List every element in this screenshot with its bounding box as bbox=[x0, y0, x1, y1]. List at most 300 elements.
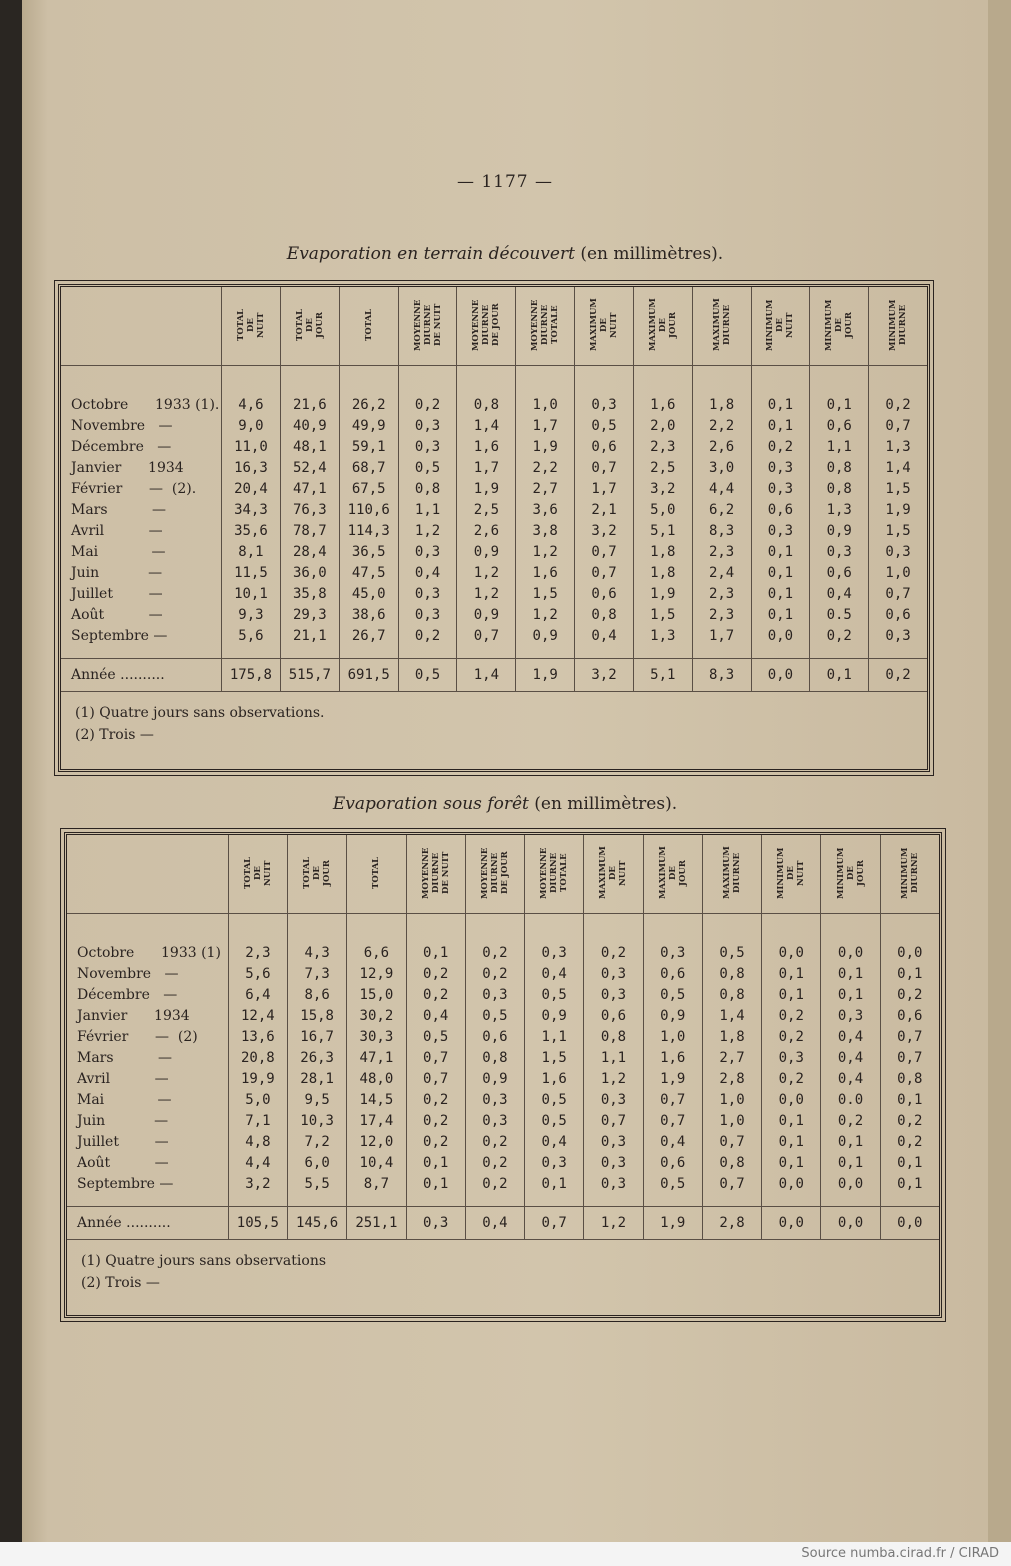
table-cell: 0,8 bbox=[575, 604, 634, 625]
table-cell: 1,8 bbox=[702, 1026, 761, 1047]
table-cell: 0,3 bbox=[398, 436, 457, 457]
table-cell: 26,2 bbox=[339, 366, 398, 416]
table-cell: 0,3 bbox=[525, 914, 584, 964]
table-cell: 0,3 bbox=[584, 963, 643, 984]
table-cell: 12,4 bbox=[228, 1005, 287, 1026]
table-cell: 19,9 bbox=[228, 1068, 287, 1089]
table-cell: 0,7 bbox=[406, 1068, 465, 1089]
column-header bbox=[465, 835, 524, 914]
table-cell: 0,3 bbox=[398, 604, 457, 625]
table-cell: 0,0 bbox=[762, 1173, 821, 1194]
table-cell: 5,6 bbox=[221, 625, 280, 646]
table-cell: 8,3 bbox=[692, 520, 751, 541]
month-label: Juin — bbox=[71, 564, 163, 581]
column-header bbox=[221, 287, 280, 366]
spacer-cell bbox=[457, 646, 516, 659]
month-label: Décembre — bbox=[71, 438, 172, 455]
total-cell: 0,0 bbox=[762, 1207, 821, 1240]
table-cell: 21,1 bbox=[280, 625, 339, 646]
table-cell: 0,3 bbox=[751, 520, 810, 541]
column-header-label: MINIMUM DE JOUR bbox=[824, 299, 855, 351]
table-cell: 0,6 bbox=[575, 583, 634, 604]
month-label: Avril — bbox=[71, 522, 163, 539]
table-cell: 0,9 bbox=[643, 1005, 702, 1026]
table-cell: 0,3 bbox=[398, 415, 457, 436]
spacer-cell bbox=[280, 646, 339, 659]
table-cell: 0,3 bbox=[584, 1173, 643, 1194]
table-cell: 0,2 bbox=[406, 1131, 465, 1152]
table-cell: 5,5 bbox=[288, 1173, 347, 1194]
table-row bbox=[67, 1131, 939, 1152]
month-label: Juin — bbox=[77, 1112, 169, 1129]
table-cell: 1,2 bbox=[457, 583, 516, 604]
table-cell: 0,7 bbox=[869, 583, 927, 604]
month-label: Novembre — bbox=[77, 965, 179, 982]
table-cell: 5,1 bbox=[633, 520, 692, 541]
spacer-cell bbox=[61, 646, 221, 659]
table-cell: 3,2 bbox=[575, 520, 634, 541]
table-cell: 1,2 bbox=[516, 604, 575, 625]
table-cell: 6,4 bbox=[228, 984, 287, 1005]
column-header bbox=[880, 835, 939, 914]
table-cell: 1,5 bbox=[869, 520, 927, 541]
table-cell: 0,8 bbox=[398, 478, 457, 499]
table-cell: 0,0 bbox=[762, 914, 821, 964]
table-cell: 38,6 bbox=[339, 604, 398, 625]
column-header bbox=[643, 835, 702, 914]
table-cell: 4,4 bbox=[228, 1152, 287, 1173]
table-cell: 0,1 bbox=[751, 415, 810, 436]
spacer-cell bbox=[762, 1194, 821, 1207]
table-cell: 28,1 bbox=[288, 1068, 347, 1089]
total-row bbox=[61, 659, 927, 692]
spacer-cell bbox=[398, 646, 457, 659]
spacer-cell bbox=[465, 1194, 524, 1207]
table-cell: 0,7 bbox=[702, 1131, 761, 1152]
table-cell: 0,6 bbox=[810, 415, 869, 436]
table-row bbox=[67, 1047, 939, 1068]
table-cell: 0,2 bbox=[465, 914, 524, 964]
column-header-label: MAXIMUM DE NUIT bbox=[589, 298, 619, 352]
table-cell: 67,5 bbox=[339, 478, 398, 499]
month-label: Février — (2). bbox=[71, 480, 197, 497]
table-row bbox=[61, 541, 927, 562]
table-row bbox=[67, 1110, 939, 1131]
table-cell: 36,5 bbox=[339, 541, 398, 562]
table-cell: 0,7 bbox=[643, 1089, 702, 1110]
table-cell: 0,8 bbox=[457, 366, 516, 416]
table-cell: 0,1 bbox=[751, 541, 810, 562]
table-cell: 0,3 bbox=[584, 1152, 643, 1173]
header-blank bbox=[61, 287, 221, 366]
table-cell: 0,2 bbox=[762, 1005, 821, 1026]
table-cell: 13,6 bbox=[228, 1026, 287, 1047]
column-header-label: MOYENNE DIURNE TOTALE bbox=[539, 847, 570, 899]
total-cell: 0,5 bbox=[398, 659, 457, 692]
table-row bbox=[67, 1068, 939, 1089]
table-cell: 0,4 bbox=[406, 1005, 465, 1026]
table-cell: 1,3 bbox=[633, 625, 692, 646]
column-header bbox=[692, 287, 751, 366]
table-cell: 0,0 bbox=[762, 1089, 821, 1110]
table-cell: 16,3 bbox=[221, 457, 280, 478]
table-cell: 0,8 bbox=[880, 1068, 939, 1089]
table-cell: 2,3 bbox=[228, 914, 287, 964]
table-row bbox=[67, 1173, 939, 1194]
spacer-cell bbox=[810, 646, 869, 659]
column-header bbox=[584, 835, 643, 914]
table-cell: 0,3 bbox=[465, 984, 524, 1005]
table1-title-rest: (en millimètres). bbox=[574, 244, 724, 264]
table-cell: 1,9 bbox=[457, 478, 516, 499]
table-cell: 0,1 bbox=[762, 984, 821, 1005]
table-cell: 0,9 bbox=[516, 625, 575, 646]
table-cell: 0,8 bbox=[465, 1047, 524, 1068]
table-cell: 12,0 bbox=[347, 1131, 406, 1152]
table-cell: 1,0 bbox=[516, 366, 575, 416]
table-cell: 0,4 bbox=[810, 583, 869, 604]
month-label: Octobre 1933 (1) bbox=[77, 944, 221, 961]
table-cell: 0.5 bbox=[810, 604, 869, 625]
table-cell: 0,6 bbox=[465, 1026, 524, 1047]
column-header-label: MINIMUM DIURNE bbox=[888, 299, 909, 351]
table-row bbox=[61, 366, 927, 416]
table-row bbox=[67, 1026, 939, 1047]
source-footer: Source numba.cirad.fr / CIRAD bbox=[0, 1542, 1011, 1566]
table-cell: 0,2 bbox=[406, 984, 465, 1005]
table-cell: 7,2 bbox=[288, 1131, 347, 1152]
table-cell: 0,7 bbox=[584, 1110, 643, 1131]
table-cell: 2,6 bbox=[457, 520, 516, 541]
table-cell: 1,9 bbox=[516, 436, 575, 457]
table-cell: 5,0 bbox=[228, 1089, 287, 1110]
table-cell: 1,0 bbox=[643, 1026, 702, 1047]
table1-note-1: (1) Quatre jours sans observations. bbox=[75, 705, 325, 721]
table-cell: 2,3 bbox=[692, 541, 751, 562]
table-cell: 0,3 bbox=[465, 1110, 524, 1131]
table-cell: 0,7 bbox=[880, 1047, 939, 1068]
table-cell: 0,9 bbox=[810, 520, 869, 541]
table-cell: 0,1 bbox=[406, 1152, 465, 1173]
table-cell: 49,9 bbox=[339, 415, 398, 436]
total-cell: 0,1 bbox=[810, 659, 869, 692]
table-cell: 5,0 bbox=[633, 499, 692, 520]
table-cell: 1,8 bbox=[633, 562, 692, 583]
table-cell: 0,1 bbox=[406, 1173, 465, 1194]
table-cell: 0,5 bbox=[465, 1005, 524, 1026]
table-cell: 0,5 bbox=[575, 415, 634, 436]
table-cell: 0,4 bbox=[643, 1131, 702, 1152]
table-cell: 0,3 bbox=[398, 583, 457, 604]
table-cell: 0,0 bbox=[751, 625, 810, 646]
month-label: Juillet — bbox=[71, 585, 163, 602]
table-cell: 35,6 bbox=[221, 520, 280, 541]
table-cell: 0,7 bbox=[643, 1110, 702, 1131]
table-cell: 29,3 bbox=[280, 604, 339, 625]
table-cell: 0,2 bbox=[398, 625, 457, 646]
column-header-label: MAXIMUM DE JOUR bbox=[647, 298, 678, 352]
table-row bbox=[61, 478, 927, 499]
table-cell: 6,6 bbox=[347, 914, 406, 964]
total-cell: 251,1 bbox=[347, 1207, 406, 1240]
spacer-cell bbox=[525, 1194, 584, 1207]
table-cell: 1,4 bbox=[702, 1005, 761, 1026]
table-cell: 0,3 bbox=[398, 541, 457, 562]
table-cell: 0,2 bbox=[406, 963, 465, 984]
month-label: Janvier 1934 bbox=[71, 459, 184, 476]
column-header-label: MINIMUM DE JOUR bbox=[835, 847, 866, 899]
table-row bbox=[61, 520, 927, 541]
table-cell: 0,6 bbox=[869, 604, 927, 625]
table-row bbox=[61, 604, 927, 625]
table-cell: 2,5 bbox=[457, 499, 516, 520]
table-cell: 0,5 bbox=[643, 1173, 702, 1194]
table-cell: 0,6 bbox=[751, 499, 810, 520]
table2-title bbox=[22, 794, 988, 814]
table-cell: 0,9 bbox=[465, 1068, 524, 1089]
table-cell: 1,8 bbox=[692, 366, 751, 416]
table-cell: 0,9 bbox=[457, 604, 516, 625]
total-cell: 1,9 bbox=[643, 1207, 702, 1240]
table-cell: 0,4 bbox=[525, 1131, 584, 1152]
table-cell: 1,4 bbox=[457, 415, 516, 436]
table-cell: 36,0 bbox=[280, 562, 339, 583]
page-number: — 1177 — bbox=[456, 172, 554, 192]
table-cell: 0,7 bbox=[575, 457, 634, 478]
total-cell: 3,2 bbox=[575, 659, 634, 692]
month-label: Janvier 1934 bbox=[77, 1007, 190, 1024]
table1 bbox=[61, 287, 927, 691]
total-label: Année .......... bbox=[61, 659, 221, 692]
table-cell: 0,6 bbox=[643, 1152, 702, 1173]
table-cell: 1,8 bbox=[633, 541, 692, 562]
column-header-label: MOYENNE DIURNE TOTALE bbox=[530, 299, 561, 351]
spacer-cell bbox=[821, 1194, 880, 1207]
table-cell: 0,1 bbox=[406, 914, 465, 964]
spacer-cell bbox=[880, 1194, 939, 1207]
table-cell: 1,1 bbox=[810, 436, 869, 457]
column-header bbox=[702, 835, 761, 914]
month-label: Octobre 1933 (1). bbox=[71, 396, 220, 413]
spacer-cell bbox=[347, 1194, 406, 1207]
table-cell: 6,2 bbox=[692, 499, 751, 520]
table-cell: 0,2 bbox=[398, 366, 457, 416]
column-header bbox=[228, 835, 287, 914]
column-header-label: MOYENNE DIURNE DE JOUR bbox=[471, 299, 502, 351]
table-cell: 30,3 bbox=[347, 1026, 406, 1047]
table-cell: 0,3 bbox=[584, 1131, 643, 1152]
table-cell: 0,2 bbox=[465, 1173, 524, 1194]
table-row bbox=[67, 984, 939, 1005]
table1-note-2: (2) Trois — bbox=[75, 727, 154, 743]
table1-notes bbox=[61, 691, 927, 752]
table-cell: 0,6 bbox=[880, 1005, 939, 1026]
table-cell: 1,5 bbox=[869, 478, 927, 499]
spacer-cell bbox=[869, 646, 927, 659]
table-cell: 2,2 bbox=[692, 415, 751, 436]
table-cell: 0,7 bbox=[575, 541, 634, 562]
table-cell: 0,0 bbox=[880, 914, 939, 964]
column-header bbox=[751, 287, 810, 366]
table-cell: 0,7 bbox=[869, 415, 927, 436]
table-cell: 0,6 bbox=[810, 562, 869, 583]
column-header-label: TOTAL DE NUIT bbox=[242, 856, 273, 890]
month-label: Novembre — bbox=[71, 417, 173, 434]
total-cell: 175,8 bbox=[221, 659, 280, 692]
spacer-cell bbox=[751, 646, 810, 659]
table-cell: 0,2 bbox=[762, 1026, 821, 1047]
total-cell: 515,7 bbox=[280, 659, 339, 692]
table-cell: 1,2 bbox=[398, 520, 457, 541]
total-cell: 1,2 bbox=[584, 1207, 643, 1240]
table-cell: 0,3 bbox=[575, 366, 634, 416]
total-cell: 0,7 bbox=[525, 1207, 584, 1240]
month-label: Mai — bbox=[71, 543, 166, 560]
table-cell: 1,7 bbox=[692, 625, 751, 646]
table-row bbox=[61, 436, 927, 457]
spacer-cell bbox=[702, 1194, 761, 1207]
table-row bbox=[61, 625, 927, 646]
table-cell: 47,1 bbox=[280, 478, 339, 499]
table-cell: 1,7 bbox=[575, 478, 634, 499]
table-cell: 0,4 bbox=[821, 1047, 880, 1068]
table-cell: 9,3 bbox=[221, 604, 280, 625]
table-cell: 3,2 bbox=[633, 478, 692, 499]
table-cell: 0,8 bbox=[584, 1026, 643, 1047]
total-cell: 0,0 bbox=[821, 1207, 880, 1240]
table-cell: 8,7 bbox=[347, 1173, 406, 1194]
table-cell: 0,2 bbox=[465, 963, 524, 984]
table-cell: 0,2 bbox=[880, 1110, 939, 1131]
table-cell: 2,4 bbox=[692, 562, 751, 583]
table-cell: 0,1 bbox=[751, 604, 810, 625]
table-cell: 1,5 bbox=[633, 604, 692, 625]
table-cell: 0,6 bbox=[643, 963, 702, 984]
table-cell: 0,8 bbox=[702, 1152, 761, 1173]
column-header-label: MOYENNE DIURNE DE NUIT bbox=[420, 847, 451, 899]
table-cell: 0,3 bbox=[810, 541, 869, 562]
table-cell: 0,5 bbox=[702, 914, 761, 964]
table-cell: 0,1 bbox=[821, 963, 880, 984]
column-header-label: MAXIMUM DIURNE bbox=[711, 298, 732, 352]
column-header-label: MINIMUM DE NUIT bbox=[776, 847, 807, 899]
table-cell: 4,3 bbox=[288, 914, 347, 964]
table-cell: 30,2 bbox=[347, 1005, 406, 1026]
column-header bbox=[633, 287, 692, 366]
column-header bbox=[339, 287, 398, 366]
table-cell: 2,1 bbox=[575, 499, 634, 520]
table-cell: 0,3 bbox=[869, 625, 927, 646]
table1-title bbox=[22, 244, 988, 264]
total-cell: 1,9 bbox=[516, 659, 575, 692]
table-row bbox=[61, 457, 927, 478]
table-cell: 10,3 bbox=[288, 1110, 347, 1131]
table-cell: 0,1 bbox=[751, 583, 810, 604]
table-cell: 2,5 bbox=[633, 457, 692, 478]
table-cell: 0,4 bbox=[821, 1026, 880, 1047]
header-blank bbox=[67, 835, 228, 914]
table-cell: 0,1 bbox=[880, 1173, 939, 1194]
table-cell: 17,4 bbox=[347, 1110, 406, 1131]
table-cell: 0,1 bbox=[525, 1173, 584, 1194]
column-header bbox=[406, 835, 465, 914]
table-cell: 0,1 bbox=[751, 562, 810, 583]
table-cell: 0,5 bbox=[398, 457, 457, 478]
column-header bbox=[288, 835, 347, 914]
spacer-cell bbox=[575, 646, 634, 659]
table-cell: 20,4 bbox=[221, 478, 280, 499]
table-cell: 2,3 bbox=[692, 583, 751, 604]
spacer-cell bbox=[288, 1194, 347, 1207]
table-cell: 1,5 bbox=[525, 1047, 584, 1068]
table-cell: 0.0 bbox=[821, 1089, 880, 1110]
table-cell: 110,6 bbox=[339, 499, 398, 520]
table-cell: 0,3 bbox=[751, 457, 810, 478]
table-row bbox=[67, 963, 939, 984]
table2-frame bbox=[64, 832, 942, 1318]
spacer-cell bbox=[633, 646, 692, 659]
table-cell: 0,3 bbox=[821, 1005, 880, 1026]
table1-title-italic: Evaporation en terrain découvert bbox=[286, 244, 575, 264]
table-cell: 2,6 bbox=[692, 436, 751, 457]
table-cell: 1,2 bbox=[516, 541, 575, 562]
table-cell: 0,1 bbox=[821, 984, 880, 1005]
table2-note-1: (1) Quatre jours sans observations bbox=[81, 1253, 327, 1269]
table-cell: 2,3 bbox=[633, 436, 692, 457]
table-cell: 47,1 bbox=[347, 1047, 406, 1068]
spacer-cell bbox=[221, 646, 280, 659]
table-cell: 7,1 bbox=[228, 1110, 287, 1131]
month-label: Mars — bbox=[71, 501, 167, 518]
total-cell: 0,2 bbox=[869, 659, 927, 692]
table-cell: 0,2 bbox=[465, 1152, 524, 1173]
total-cell: 8,3 bbox=[692, 659, 751, 692]
table-cell: 1,7 bbox=[457, 457, 516, 478]
column-header bbox=[457, 287, 516, 366]
table2-title-rest: (en millimètres). bbox=[528, 794, 678, 814]
table-cell: 20,8 bbox=[228, 1047, 287, 1068]
month-label: Décembre — bbox=[77, 986, 178, 1003]
table-cell: 0,2 bbox=[406, 1110, 465, 1131]
table-cell: 40,9 bbox=[280, 415, 339, 436]
month-label: Septembre — bbox=[71, 627, 168, 644]
table-cell: 0,3 bbox=[869, 541, 927, 562]
month-label: Septembre — bbox=[77, 1175, 174, 1192]
table-cell: 0,1 bbox=[751, 366, 810, 416]
spacer-cell bbox=[692, 646, 751, 659]
table-cell: 11,0 bbox=[221, 436, 280, 457]
table-cell: 28,4 bbox=[280, 541, 339, 562]
table-cell: 0,1 bbox=[762, 1131, 821, 1152]
table-cell: 21,6 bbox=[280, 366, 339, 416]
table-row bbox=[61, 562, 927, 583]
total-label: Année .......... bbox=[67, 1207, 228, 1240]
spacer-row bbox=[67, 1194, 939, 1207]
table-cell: 10,4 bbox=[347, 1152, 406, 1173]
table-cell: 4,8 bbox=[228, 1131, 287, 1152]
table-cell: 9,0 bbox=[221, 415, 280, 436]
total-cell: 105,5 bbox=[228, 1207, 287, 1240]
table-cell: 0,1 bbox=[762, 1152, 821, 1173]
table-cell: 0,1 bbox=[880, 963, 939, 984]
column-header bbox=[762, 835, 821, 914]
table-cell: 1,9 bbox=[869, 499, 927, 520]
page-edge bbox=[988, 0, 1011, 1542]
table-cell: 7,3 bbox=[288, 963, 347, 984]
table-cell: 1,0 bbox=[869, 562, 927, 583]
table-cell: 0,8 bbox=[810, 457, 869, 478]
table-cell: 0,7 bbox=[406, 1047, 465, 1068]
